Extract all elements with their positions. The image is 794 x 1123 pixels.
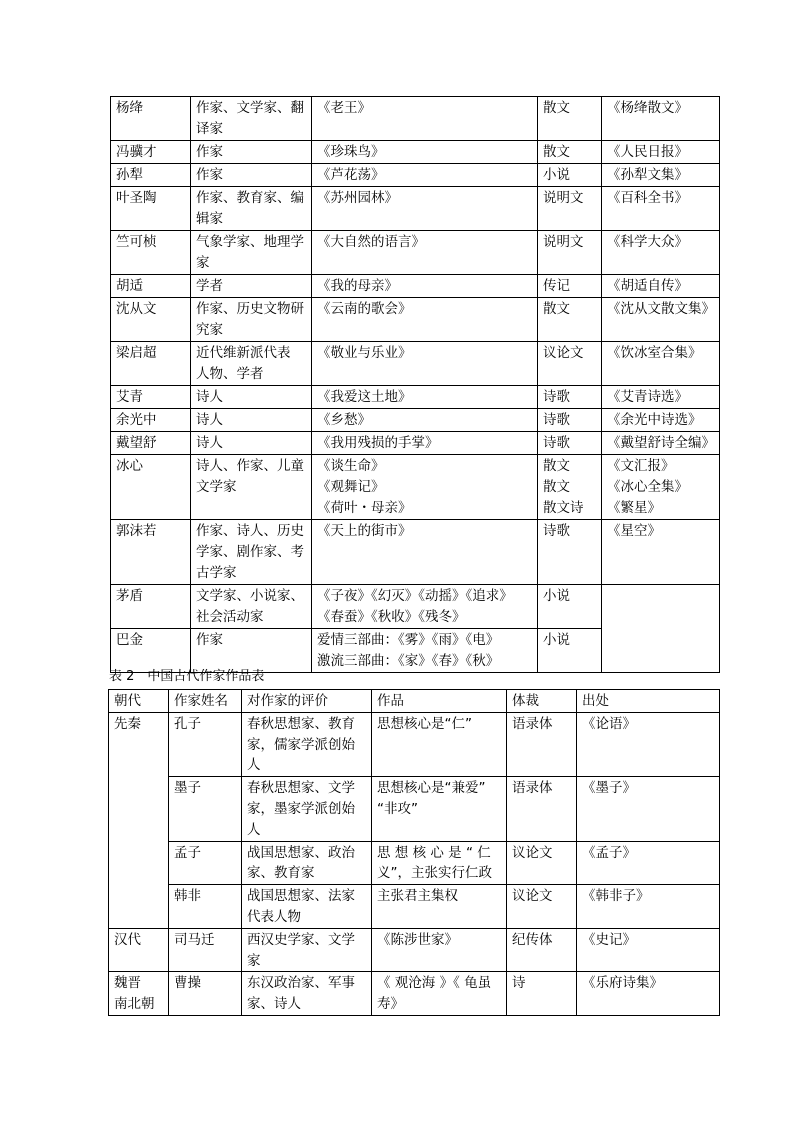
source-cell-line: 《人民日报》 [607,144,688,160]
role-cell [191,432,312,455]
role-cell [191,409,312,432]
role-cell-line: 诗人 [196,435,223,451]
evaluation-cell-line: 代表人物 [247,908,301,925]
genre-cell: 纪传体 [507,928,577,972]
works-cell [312,520,538,585]
evaluation-cell [242,777,372,841]
works-cell-line: 《天上的街市》 [317,523,412,539]
role-cell-line: 文学家 [196,479,237,495]
role-cell-line: 学家、剧作家、考 [196,544,304,560]
role-cell-line: 作家 [196,167,223,183]
evaluation-cell-line: 家 [247,952,261,969]
genre-cell: 议论文 [507,841,577,885]
role-cell-line: 诗人 [196,389,223,405]
genre-cell-line: 小说 [543,167,570,183]
table-row [111,275,720,298]
source-cell [602,141,720,164]
works-cell-line: 《大自然的语言》 [317,234,425,250]
role-cell-line: 究家 [196,322,223,338]
role-cell-line: 作家、文学家、翻 [196,100,304,116]
genre-cell [538,141,602,164]
evaluation-cell-line: 人 [247,757,261,774]
source-cell-line: 《沈从文散文集》 [607,301,715,317]
works-cell-line: 义”，主张实行仁政 [377,865,492,882]
role-cell [191,585,312,629]
genre-cell-line: 小说 [543,588,570,604]
author-cell: 竺可桢 [111,231,191,275]
author-cell: 墨子 [169,777,242,841]
role-cell [191,455,312,520]
evaluation-cell [242,928,372,972]
role-cell [191,386,312,409]
dynasty-cell: 先秦 [109,712,169,928]
source-cell-line: 《孙犁文集》 [607,167,688,183]
source-cell-line: 《冰心全集》 [607,479,688,495]
genre-cell [538,520,602,585]
role-cell-line: 人物、学者 [196,366,264,382]
works-cell [372,777,507,841]
source-cell [602,187,720,231]
source-cell: 《韩非子》 [577,885,720,929]
source-cell-line: 《余光中诗选》 [607,412,702,428]
role-cell [191,97,312,141]
works-cell [372,841,507,885]
role-cell-line: 诗人、作家、儿童 [196,458,304,474]
works-cell-line: 《芦花荡》 [317,167,385,183]
genre-cell [538,386,602,409]
source-cell-line: 《科学大众》 [607,234,688,250]
works-cell [312,187,538,231]
role-cell [191,141,312,164]
works-cell-line: 《我用残损的手掌》 [317,435,439,451]
works-cell [312,164,538,187]
genre-cell [538,585,602,629]
source-cell [602,298,720,342]
genre-cell [538,231,602,275]
author-cell: 胡适 [111,275,191,298]
genre-cell-line: 诗歌 [543,435,570,451]
evaluation-cell-line: 东汉政治家、军事 [247,975,355,992]
source-cell [602,97,720,141]
table-row [111,97,720,141]
works-cell-line: 思想核心是“仁” [377,715,472,732]
evaluation-cell [242,841,372,885]
author-cell: 冰心 [111,455,191,520]
table-row [109,928,720,972]
dynasty-line: 南北朝 [114,996,155,1013]
works-cell [372,972,507,1016]
source-cell-line: 《繁星》 [607,500,661,516]
author-cell: 韩非 [169,885,242,929]
role-cell [191,275,312,298]
genre-cell [538,164,602,187]
dynasty-cell: 汉代 [109,928,169,972]
source-cell-line: 《艾青诗选》 [607,389,688,405]
genre-cell-line: 散文 [543,458,570,474]
header-cell: 作品 [372,690,507,713]
works-cell [372,885,507,929]
genre-cell: 语录体 [507,777,577,841]
table-row [111,164,720,187]
ancient-authors-table [108,689,720,1016]
works-cell-line: 《我爱这土地》 [317,389,412,405]
author-cell: 孙犁 [111,164,191,187]
genre-cell: 议论文 [507,885,577,929]
source-cell: 《论语》 [577,712,720,776]
genre-cell [538,629,602,673]
evaluation-cell-line: 战国思想家、政治 [247,844,355,861]
table-row [111,585,720,629]
works-cell [312,386,538,409]
genre-cell-line: 说明文 [543,190,584,206]
role-cell-line: 作家、历史文物研 [196,301,304,317]
table-row [109,712,720,776]
table-row [111,520,720,585]
role-cell [191,231,312,275]
source-cell: 《孟子》 [577,841,720,885]
genre-cell-line: 议论文 [543,345,584,361]
works-cell [312,432,538,455]
evaluation-cell-line: 春秋思想家、文学 [247,780,355,797]
table-row [109,972,720,1016]
works-cell-line: 《谈生命》 [317,458,385,474]
source-cell [602,231,720,275]
works-cell [312,231,538,275]
genre-cell-line: 小说 [543,632,570,648]
author-cell: 孔子 [169,712,242,776]
works-cell-line: 《珍珠鸟》 [317,144,385,160]
genre-cell-line: 诗歌 [543,389,570,405]
works-cell-line: 思想核心是“兼爱” [377,780,486,797]
genre-cell-line: 诗歌 [543,523,570,539]
genre-cell-line: 散文 [543,479,570,495]
evaluation-cell-line: 战国思想家、法家 [247,888,355,905]
genre-cell: 语录体 [507,712,577,776]
genre-cell [538,409,602,432]
works-cell [372,712,507,776]
role-cell-line: 气象学家、地理学 [196,234,304,250]
source-cell-line: 《饮冰室合集》 [607,345,702,361]
genre-cell [538,342,602,386]
genre-cell-line: 诗歌 [543,412,570,428]
evaluation-cell [242,885,372,929]
role-cell [191,629,312,673]
works-cell-line: 《荷叶・母亲》 [317,500,412,516]
source-cell [602,432,720,455]
author-cell: 曹操 [169,972,242,1016]
table-header-row [109,690,720,713]
role-cell-line: 文学家、小说家、 [196,588,304,604]
source-cell-line: 《星空》 [607,523,661,539]
table-row [111,141,720,164]
role-cell [191,342,312,386]
evaluation-cell-line: 西汉史学家、文学 [247,931,355,948]
table-row [111,386,720,409]
table-row [111,455,720,520]
genre-cell [538,432,602,455]
source-cell-line: 《文汇报》 [607,458,675,474]
source-cell: 《史记》 [577,928,720,972]
source-cell-line: 《胡适自传》 [607,278,688,294]
header-cell: 体裁 [507,690,577,713]
works-cell [312,97,538,141]
works-cell-line: 爱情三部曲：《雾》《雨》《电》 [317,632,500,648]
works-cell-line: 《敬业与乐业》 [317,345,412,361]
table-row [111,409,720,432]
works-cell-line: 主张君主集权 [377,888,458,905]
works-cell [312,298,538,342]
works-cell [312,409,538,432]
header-cell: 对作家的评价 [242,690,372,713]
works-cell-line: 《乡愁》 [317,412,371,428]
source-cell: 《乐府诗集》 [577,972,720,1016]
author-cell: 梁启超 [111,342,191,386]
source-cell [602,520,720,585]
dynasty-cell [109,972,169,1016]
genre-cell-line: 说明文 [543,234,584,250]
source-cell [602,455,720,520]
author-cell: 沈从文 [111,298,191,342]
evaluation-cell [242,972,372,1016]
works-cell-line: 《 观沧海 》《 龟虽 [377,975,492,992]
table-caption: 表 2 中国古代作家作品表 [109,669,265,684]
works-cell-line: 寿》 [377,996,404,1013]
author-cell: 杨绛 [111,97,191,141]
author-cell: 冯骥才 [111,141,191,164]
works-cell-line: 《云南的歌会》 [317,301,412,317]
author-cell: 司马迁 [169,928,242,972]
table-row [111,298,720,342]
works-cell [372,928,507,972]
role-cell-line: 诗人 [196,412,223,428]
works-cell-line: “非攻” [377,800,418,817]
role-cell-line: 作家 [196,144,223,160]
role-cell [191,164,312,187]
works-cell-line: 《子夜》《幻灭》《动摇》《追求》 [317,588,513,604]
genre-cell [538,275,602,298]
header-cell: 作家姓名 [169,690,242,713]
table-row [109,885,720,929]
works-cell [312,455,538,520]
author-cell: 孟子 [169,841,242,885]
evaluation-cell-line: 家、教育家 [247,865,315,882]
author-cell: 郭沫若 [111,520,191,585]
works-cell [312,629,538,673]
works-cell-line: 《春蚕》《秋收》《残冬》 [317,609,466,625]
role-cell-line: 作家 [196,632,223,648]
evaluation-cell-line: 家，墨家学派创始 [247,800,355,817]
role-cell-line: 作家、教育家、编 [196,190,304,206]
genre-cell-line: 散文 [543,301,570,317]
genre-cell [538,187,602,231]
source-cell [602,409,720,432]
evaluation-cell-line: 家、诗人 [247,996,301,1013]
works-cell [312,585,538,629]
author-cell: 余光中 [111,409,191,432]
author-cell: 巴金 [111,629,191,673]
works-cell [312,141,538,164]
author-cell: 叶圣陶 [111,187,191,231]
author-cell: 艾青 [111,386,191,409]
source-cell-line: 《戴望舒诗全编》 [607,435,715,451]
genre-cell [538,298,602,342]
genre-cell [538,97,602,141]
table-row [109,841,720,885]
role-cell [191,187,312,231]
works-cell-line: 思 想 核 心 是 “ 仁 [377,844,491,861]
role-cell [191,298,312,342]
works-cell-line: 《老王》 [317,100,371,116]
evaluation-cell [242,712,372,776]
works-cell [312,275,538,298]
role-cell-line: 辑家 [196,211,223,227]
table-row [111,231,720,275]
role-cell-line: 学者 [196,278,223,294]
source-cell [602,386,720,409]
works-cell [312,342,538,386]
genre-cell-line: 传记 [543,278,570,294]
role-cell-line: 社会活动家 [196,609,264,625]
header-cell: 朝代 [109,690,169,713]
source-cell [602,585,720,673]
dynasty-line: 魏晋 [114,975,141,992]
genre-cell [538,455,602,520]
table-row [111,187,720,231]
role-cell-line: 作家、诗人、历史 [196,523,304,539]
role-cell-line: 家 [196,255,210,271]
works-cell-line: 《我的母亲》 [317,278,398,294]
genre-cell-line: 散文 [543,144,570,160]
header-cell: 出处 [577,690,720,713]
evaluation-cell-line: 家，儒家学派创始 [247,736,355,753]
source-cell-line: 《百科全书》 [607,190,688,206]
source-cell [602,275,720,298]
source-cell [602,342,720,386]
source-cell-line: 《杨绛散文》 [607,100,688,116]
role-cell-line: 古学家 [196,565,237,581]
evaluation-cell-line: 人 [247,821,261,838]
genre-cell-line: 散文 [543,100,570,116]
works-cell-line: 激流三部曲：《家》《春》《秋》 [317,653,500,669]
works-cell-line: 《陈涉世家》 [377,931,458,948]
works-cell-line: 《苏州园林》 [317,190,398,206]
role-cell-line: 近代维新派代表 [196,345,291,361]
source-cell: 《墨子》 [577,777,720,841]
author-cell: 茅盾 [111,585,191,629]
author-cell: 戴望舒 [111,432,191,455]
source-cell [602,164,720,187]
role-cell [191,520,312,585]
modern-authors-table [110,96,720,673]
evaluation-cell-line: 春秋思想家、教育 [247,715,355,732]
role-cell-line: 译家 [196,121,223,137]
genre-cell-line: 散文诗 [543,500,584,516]
table-row [109,777,720,841]
table-row [111,432,720,455]
table-row [111,342,720,386]
genre-cell: 诗 [507,972,577,1016]
works-cell-line: 《观舞记》 [317,479,385,495]
